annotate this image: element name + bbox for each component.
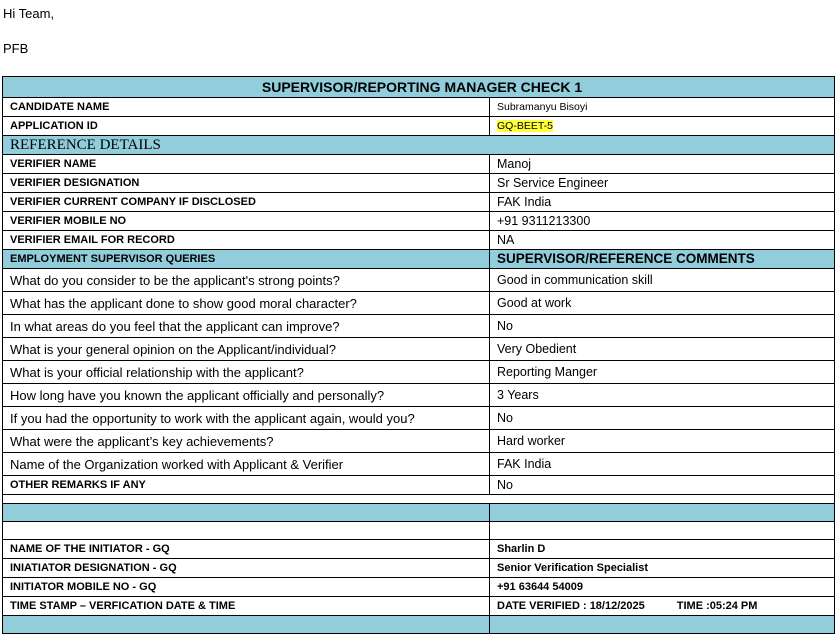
- title-row: [3, 77, 835, 98]
- query-question: What is your general opinion on the Applicant/individual?: [3, 338, 490, 361]
- query-row: [3, 453, 835, 476]
- initiator-row: [3, 559, 835, 578]
- greeting-line: Hi Team,: [3, 6, 55, 21]
- query-row: [3, 361, 835, 384]
- query-question: What is your official relationship with the applicant?: [3, 361, 490, 384]
- queries-header-row: [3, 250, 835, 269]
- greeting-pfb: PFB: [3, 41, 29, 56]
- spacer-cell: [3, 616, 490, 634]
- query-question: How long have you known the applicant officially and personally?: [3, 384, 490, 407]
- spacer-cell: [3, 495, 835, 504]
- verifier-value: +91 9311213300: [490, 212, 835, 231]
- verifier-row: [3, 231, 835, 250]
- verifier-value: Manoj: [490, 155, 835, 174]
- verifier-label: VERIFIER EMAIL FOR RECORD: [3, 231, 490, 250]
- query-answer: FAK India: [490, 453, 835, 476]
- application-id-value: GQ-BEET-5: [497, 119, 554, 132]
- queries-header-left: EMPLOYMENT SUPERVISOR QUERIES: [3, 250, 490, 269]
- spacer-cell: [3, 522, 490, 540]
- initiator-row: [3, 578, 835, 597]
- verifier-label: VERIFIER NAME: [3, 155, 490, 174]
- verifier-row: [3, 155, 835, 174]
- initiator-label: INITIATOR MOBILE NO - GQ: [3, 578, 490, 597]
- query-answer: Good at work: [490, 292, 835, 315]
- verifier-value: FAK India: [490, 193, 835, 212]
- initiator-row: [3, 540, 835, 559]
- query-row: [3, 315, 835, 338]
- verifier-row: [3, 193, 835, 212]
- query-question: What has the applicant done to show good moral character?: [3, 292, 490, 315]
- query-question: In what areas do you feel that the applicant can improve?: [3, 315, 490, 338]
- application-id-row: [3, 117, 835, 136]
- query-row: [3, 430, 835, 453]
- query-row: [3, 338, 835, 361]
- candidate-name-row: [3, 98, 835, 117]
- timestamp-value: [490, 597, 835, 616]
- verifier-row: [3, 174, 835, 193]
- initiator-label: INIATIATOR DESIGNATION - GQ: [3, 559, 490, 578]
- other-remarks-label: OTHER REMARKS IF ANY: [3, 476, 490, 495]
- spacer-cell: [490, 504, 835, 522]
- verification-table: [2, 76, 835, 634]
- verified-date: DATE VERIFIED : 18/12/2025: [497, 599, 645, 612]
- verifier-label: VERIFIER MOBILE NO: [3, 212, 490, 231]
- verifier-value: NA: [490, 231, 835, 250]
- application-id-label: APPLICATION ID: [3, 117, 490, 136]
- query-question: If you had the opportunity to work with the applicant again, would you?: [3, 407, 490, 430]
- reference-details-row: [3, 136, 835, 155]
- query-question: Name of the Organization worked with Applicant & Verifier: [3, 453, 490, 476]
- spacer-cell: [490, 616, 835, 634]
- initiator-value: +91 63644 54009: [490, 578, 835, 597]
- query-answer: No: [490, 315, 835, 338]
- query-row: [3, 269, 835, 292]
- initiator-value: Senior Verification Specialist: [490, 559, 835, 578]
- query-row: [3, 407, 835, 430]
- query-question: What do you consider to be the applicant's strong points?: [3, 269, 490, 292]
- initiator-label: NAME OF THE INITIATOR - GQ: [3, 540, 490, 559]
- other-remarks-value: No: [490, 476, 835, 495]
- query-answer: Reporting Manger: [490, 361, 835, 384]
- reference-details-header: REFERENCE DETAILS: [3, 136, 835, 155]
- verifier-value: Sr Service Engineer: [490, 174, 835, 193]
- verifier-label: VERIFIER DESIGNATION: [3, 174, 490, 193]
- query-answer: Hard worker: [490, 430, 835, 453]
- initiator-value: Sharlin D: [490, 540, 835, 559]
- query-row: [3, 292, 835, 315]
- blank-row: [3, 522, 835, 540]
- verifier-row: [3, 212, 835, 231]
- footer-blue-row: [3, 616, 835, 634]
- spacer-cell: [3, 504, 490, 522]
- query-question: What were the applicant’s key achievements?: [3, 430, 490, 453]
- table-title: SUPERVISOR/REPORTING MANAGER CHECK 1: [3, 77, 835, 98]
- candidate-name-value: Subramanyu Bisoyi: [490, 98, 835, 117]
- verifier-label: VERIFIER CURRENT COMPANY IF DISCLOSED: [3, 193, 490, 212]
- spacer-row: [3, 495, 835, 504]
- candidate-name-label: CANDIDATE NAME: [3, 98, 490, 117]
- query-answer: Very Obedient: [490, 338, 835, 361]
- query-answer: Good in communication skill: [490, 269, 835, 292]
- query-row: [3, 384, 835, 407]
- blue-spacer-row: [3, 504, 835, 522]
- query-answer: No: [490, 407, 835, 430]
- timestamp-label: TIME STAMP – VERFICATION DATE & TIME: [3, 597, 490, 616]
- spacer-cell: [490, 522, 835, 540]
- other-remarks-row: [3, 476, 835, 495]
- query-answer: 3 Years: [490, 384, 835, 407]
- queries-header-right: SUPERVISOR/REFERENCE COMMENTS: [490, 250, 835, 269]
- verified-time: TIME :05:24 PM: [676, 599, 758, 612]
- timestamp-row: [3, 597, 835, 616]
